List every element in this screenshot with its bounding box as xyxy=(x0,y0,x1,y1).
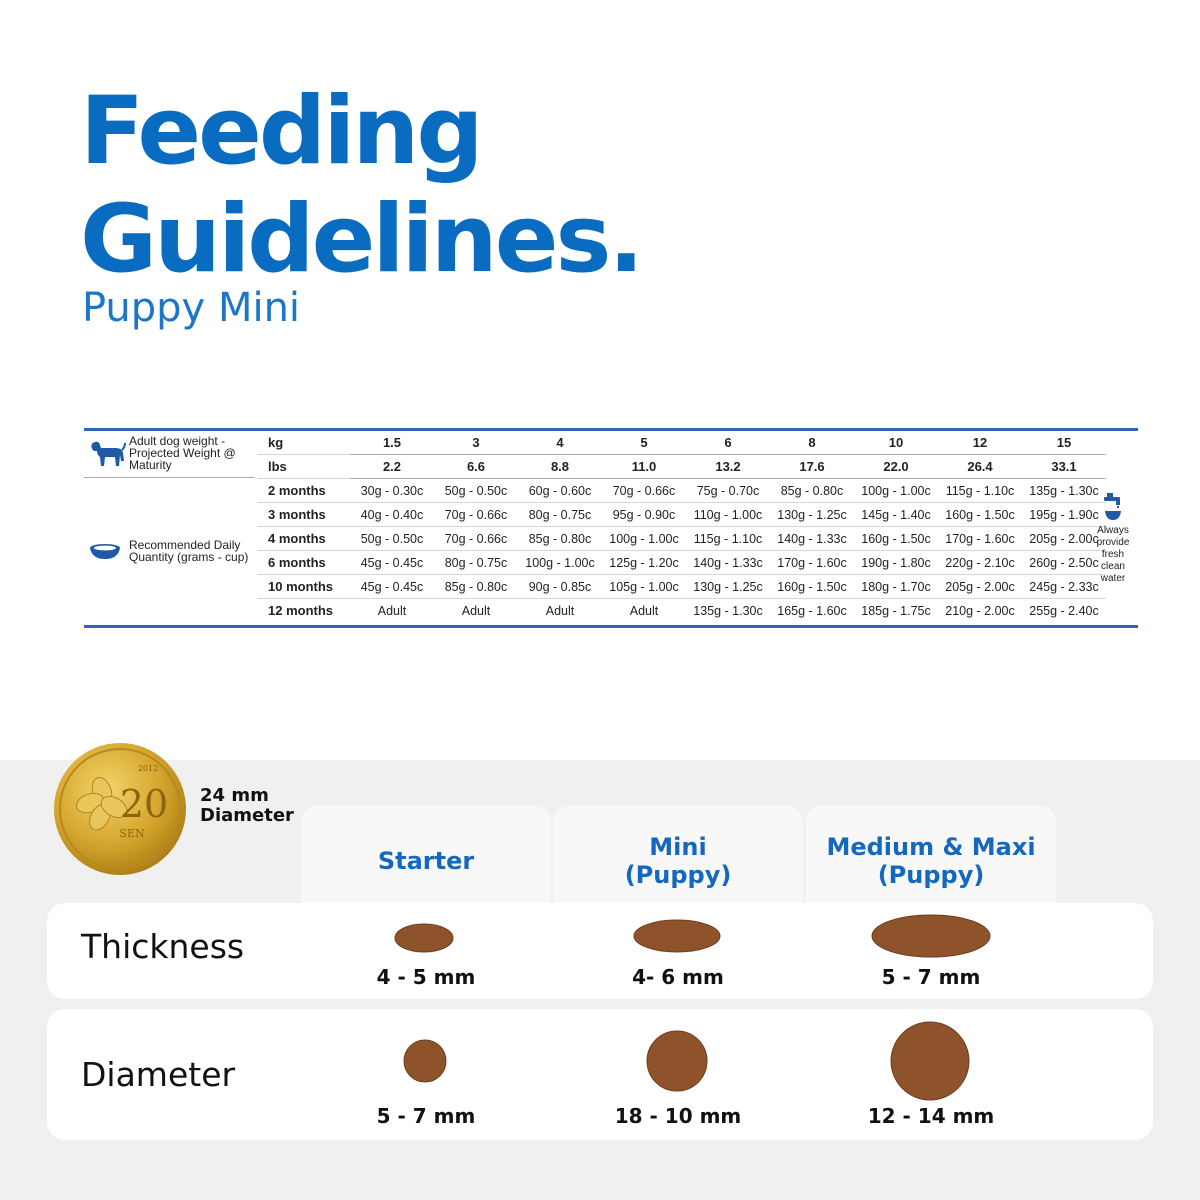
mini-thickness-value: 4- 6 mm xyxy=(632,965,724,989)
table-cell: 105g - 1.00c xyxy=(602,575,686,599)
table-cell: 160g - 1.50c xyxy=(938,503,1022,527)
table-cell: 90g - 0.85c xyxy=(518,575,602,599)
table-cell: Adult xyxy=(377,603,407,618)
medium-diameter-value: 12 - 14 mm xyxy=(867,1104,995,1128)
thickness-row xyxy=(47,903,1153,999)
table-cell: 260g - 2.50c xyxy=(1022,551,1106,575)
lbs-label: lbs xyxy=(258,455,350,479)
mini-diameter-kibble xyxy=(645,1029,709,1093)
product-subtitle: Puppy Mini xyxy=(82,285,301,331)
table-cell: 205g - 2.00c xyxy=(1022,527,1106,551)
mini-diameter-value: 18 - 10 mm xyxy=(614,1104,742,1128)
table-cell: 85g - 0.80c xyxy=(770,479,854,503)
lbs-row xyxy=(258,455,1106,479)
lbs-cell: 8.8 xyxy=(518,455,602,479)
table-cell: 115g - 1.10c xyxy=(686,527,770,551)
table-cell: Adult xyxy=(629,603,659,618)
table-cell: 40g - 0.40c xyxy=(350,503,434,527)
title-line-1: Feeding xyxy=(80,77,481,186)
table-cell: 125g - 1.20c xyxy=(602,551,686,575)
age-label: 4 months xyxy=(258,527,350,551)
lbs-cell: 22.0 xyxy=(854,455,938,479)
thickness-label: Thickness xyxy=(81,927,245,966)
table-cell: 245g - 2.33c xyxy=(1022,575,1106,599)
title-line-2: Guidelines. xyxy=(80,185,642,294)
table-cell: 195g - 1.90c xyxy=(1022,503,1106,527)
table-cell: 50g - 0.50c xyxy=(350,527,434,551)
medium-thickness-kibble xyxy=(870,913,992,959)
table-cell: 160g - 1.50c xyxy=(770,575,854,599)
column-header-starter: Starter xyxy=(301,806,551,916)
table-cell: 185g - 1.75c xyxy=(861,603,931,618)
diameter-row xyxy=(47,1009,1153,1140)
table-cell: 110g - 1.00c xyxy=(686,503,770,527)
column-header-mini: Mini (Puppy) xyxy=(553,806,803,916)
table-row xyxy=(258,551,1106,575)
quantity-label: Recommended Daily Quantity (grams - cup) xyxy=(129,538,249,564)
table-cell: Adult xyxy=(545,603,575,618)
starter-thickness-kibble xyxy=(393,922,455,954)
table-cell: 130g - 1.25c xyxy=(686,575,770,599)
table-cell: 205g - 2.00c xyxy=(938,575,1022,599)
table-cell: 100g - 1.00c xyxy=(854,479,938,503)
table-cell: 70g - 0.66c xyxy=(434,503,518,527)
kg-cell: 4 xyxy=(518,431,602,455)
lbs-cell: 6.6 xyxy=(434,455,518,479)
lbs-cell: 33.1 xyxy=(1022,455,1106,479)
table-cell: 220g - 2.10c xyxy=(938,551,1022,575)
kg-cell: 6 xyxy=(686,431,770,455)
lbs-cell: 11.0 xyxy=(602,455,686,479)
water-note: Always provide fresh clean water xyxy=(1090,491,1136,585)
table-cell: 130g - 1.25c xyxy=(770,503,854,527)
starter-diameter-kibble xyxy=(402,1038,448,1084)
coin-year: 2012 xyxy=(137,764,159,773)
column-header-medium-maxi: Medium & Maxi (Puppy) xyxy=(806,806,1056,916)
table-cell: 135g - 1.30c xyxy=(1022,479,1106,503)
age-label: 2 months xyxy=(258,479,350,503)
table-cell: 50g - 0.50c xyxy=(434,479,518,503)
lbs-cell: 2.2 xyxy=(350,455,434,479)
kg-cell: 15 xyxy=(1022,431,1106,455)
table-row xyxy=(258,479,1106,503)
starter-diameter-value: 5 - 7 mm xyxy=(376,1104,476,1128)
table-row xyxy=(258,575,1106,599)
table-cell: 45g - 0.45c xyxy=(350,551,434,575)
table-cell: 160g - 1.50c xyxy=(854,527,938,551)
water-tap-icon xyxy=(1098,491,1128,521)
coin-diameter-label: 24 mm Diameter xyxy=(200,785,294,826)
food-bowl-icon xyxy=(88,543,122,561)
feeding-grid xyxy=(258,431,1106,622)
starter-thickness-value: 4 - 5 mm xyxy=(376,965,476,989)
table-cell: 70g - 0.66c xyxy=(602,479,686,503)
coin-unit: SEN xyxy=(119,827,145,840)
table-cell: 100g - 1.00c xyxy=(602,527,686,551)
table-cell: 95g - 0.90c xyxy=(602,503,686,527)
table-cell: 85g - 0.80c xyxy=(518,527,602,551)
age-label: 12 months xyxy=(268,603,334,618)
table-cell: 60g - 0.60c xyxy=(518,479,602,503)
mini-thickness-kibble xyxy=(632,918,722,954)
kg-label: kg xyxy=(258,431,350,455)
medium-diameter-kibble xyxy=(889,1020,971,1102)
kg-cell: 10 xyxy=(854,431,938,455)
lbs-cell: 13.2 xyxy=(686,455,770,479)
page-title xyxy=(80,78,641,294)
weight-label: Adult dog weight - Projected Weight @ Maturity xyxy=(129,434,236,472)
lbs-cell: 17.6 xyxy=(770,455,854,479)
kg-cell: 8 xyxy=(770,431,854,455)
coin-image xyxy=(52,741,188,877)
table-cell: 165g - 1.60c xyxy=(777,603,847,618)
table-cell: 30g - 0.30c xyxy=(350,479,434,503)
age-label: 3 months xyxy=(258,503,350,527)
table-cell: 85g - 0.80c xyxy=(434,575,518,599)
table-cell: 135g - 1.30c xyxy=(693,603,763,618)
table-cell: 80g - 0.75c xyxy=(434,551,518,575)
table-cell: 100g - 1.00c xyxy=(518,551,602,575)
kg-cell: 3 xyxy=(434,431,518,455)
table-cell: 80g - 0.75c xyxy=(518,503,602,527)
table-cell: 75g - 0.70c xyxy=(686,479,770,503)
medium-thickness-value: 5 - 7 mm xyxy=(881,965,981,989)
table-row xyxy=(258,503,1106,527)
lbs-cell: 26.4 xyxy=(938,455,1022,479)
table-cell: 45g - 0.45c xyxy=(350,575,434,599)
table-cell: 190g - 1.80c xyxy=(854,551,938,575)
age-label: 6 months xyxy=(258,551,350,575)
table-cell: 210g - 2.00c xyxy=(945,603,1015,618)
kg-cell: 12 xyxy=(938,431,1022,455)
table-cell: 170g - 1.60c xyxy=(770,551,854,575)
age-label: 10 months xyxy=(258,575,350,599)
table-cell: 170g - 1.60c xyxy=(938,527,1022,551)
coin-value: 20 xyxy=(119,782,169,826)
kg-cell: 1.5 xyxy=(350,431,434,455)
table-cell: Adult xyxy=(461,603,491,618)
dog-icon xyxy=(86,439,126,469)
table-cell: 115g - 1.10c xyxy=(938,479,1022,503)
table-cell: 70g - 0.66c xyxy=(434,527,518,551)
table-row xyxy=(258,599,1106,623)
table-cell: 145g - 1.40c xyxy=(854,503,938,527)
table-row xyxy=(258,527,1106,551)
table-cell: 180g - 1.70c xyxy=(854,575,938,599)
feeding-table xyxy=(84,428,1138,628)
diameter-label: Diameter xyxy=(81,1055,236,1094)
kg-row xyxy=(258,431,1106,455)
table-cell: 140g - 1.33c xyxy=(770,527,854,551)
weight-header xyxy=(84,431,254,478)
table-cell: 140g - 1.33c xyxy=(686,551,770,575)
table-cell: 255g - 2.40c xyxy=(1029,603,1099,618)
kg-cell: 5 xyxy=(602,431,686,455)
